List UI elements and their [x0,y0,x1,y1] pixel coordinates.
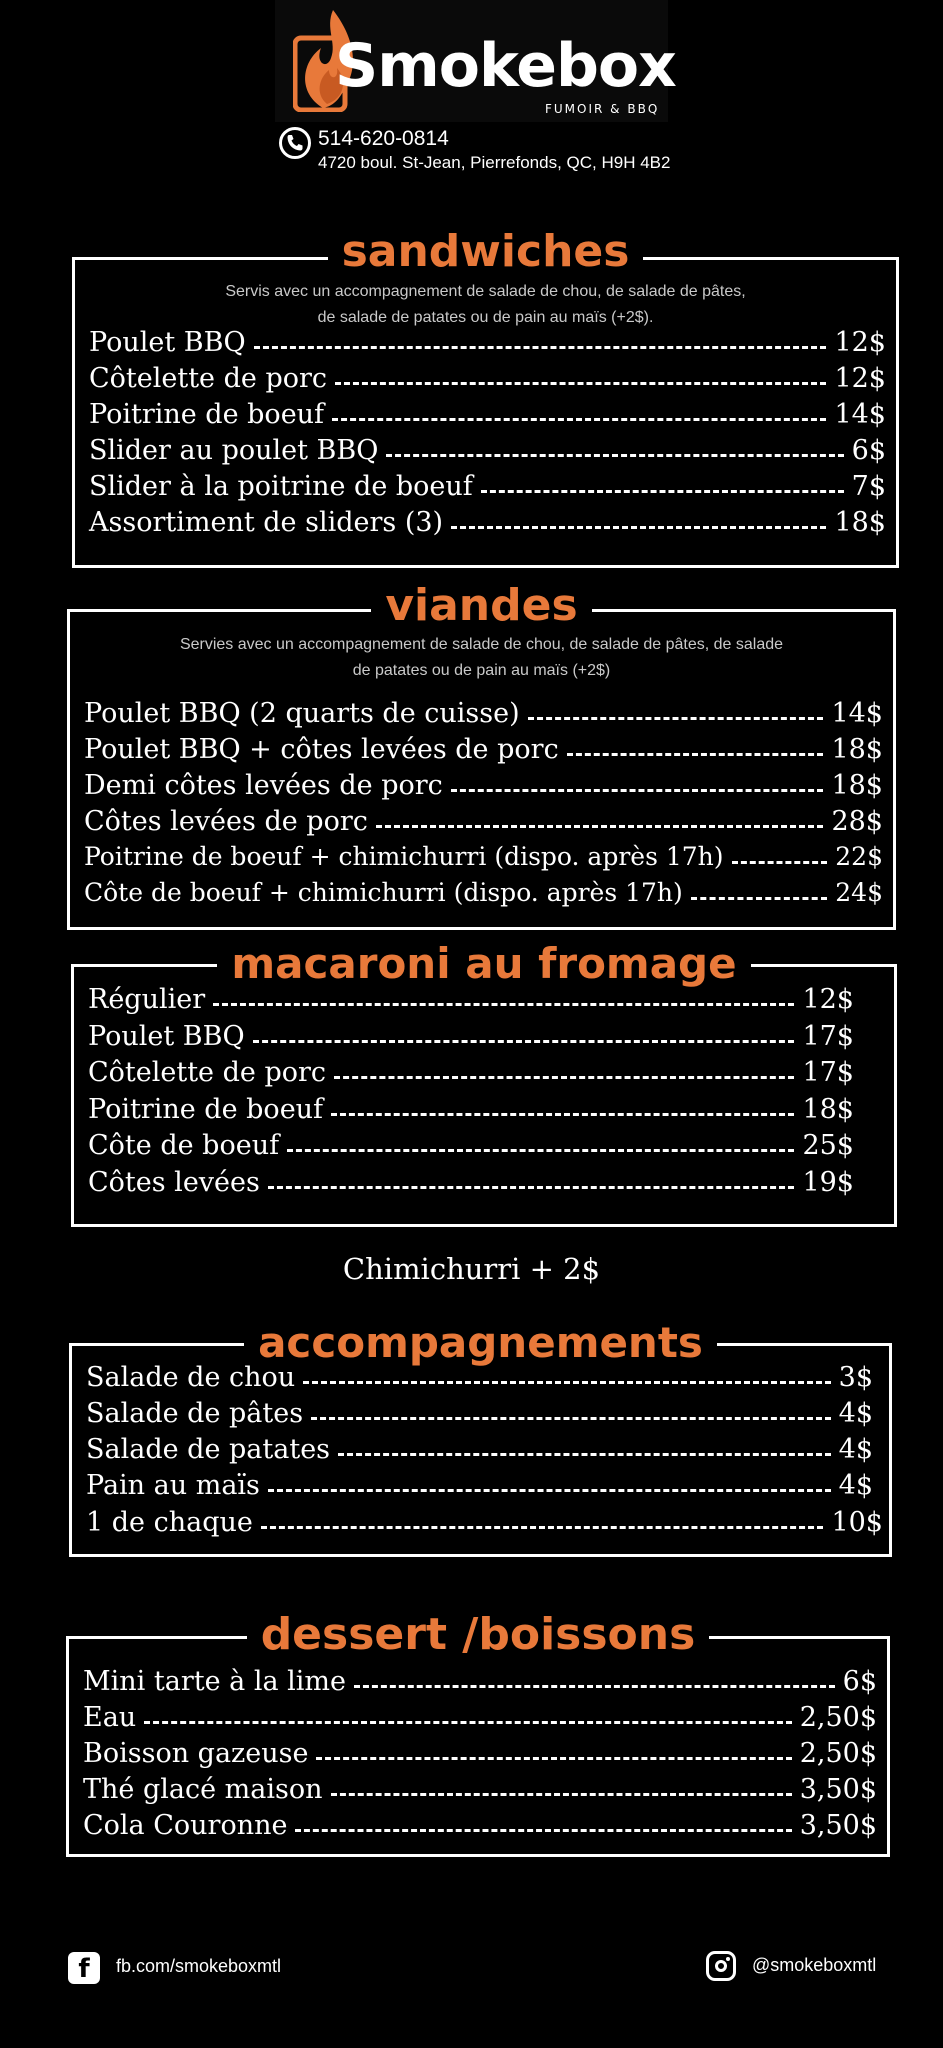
facebook-link[interactable]: fb.com/smokeboxmtl [116,1956,282,1976]
address: 4720 boul. St-Jean, Pierrefonds, QC, H9H 4B2 [318,153,671,172]
menu-item: Poitrine de boeuf 18$ [88,1094,854,1125]
menu-item: Côtelette de porc 12$ [89,363,886,394]
menu-item: Boisson gazeuse 2,50$ [83,1738,877,1769]
menu-item: Poulet BBQ 17$ [88,1021,854,1052]
menu-item: Régulier 12$ [88,984,854,1015]
menu-item: Poitrine de boeuf + chimichurri (dispo. après 17h) 22$ [84,842,883,871]
menu-item: Eau 2,50$ [83,1702,877,1733]
section-note: Servies avec un accompagnement de salade de chou, de salade de pâtes, de salade de patates ou de pain au maïs (+2$) [179,636,784,679]
menu-item: Slider au poulet BBQ 6$ [89,435,886,466]
menu-item: Pain au maïs 4$ [86,1470,873,1501]
menu-item: Salade de chou 3$ [86,1362,873,1393]
section-sandwiches [72,226,899,568]
instagram-link[interactable]: @smokeboxmtl [752,1955,877,1975]
section-title: viandes [70,584,893,628]
logo [275,0,676,122]
menu-item: Salade de pâtes 4$ [86,1398,873,1429]
logo-text: Smokebox [335,31,676,101]
menu-item: Poulet BBQ + côtes levées de porc 18$ [84,734,883,765]
menu-item: Cola Couronne 3,50$ [83,1810,877,1841]
menu-item: Côtes levées 19$ [88,1167,854,1198]
menu-item: 1 de chaque 10$ [86,1507,883,1538]
section-title: dessert /boissons [69,1613,887,1657]
menu-item: Slider à la poitrine de boeuf 7$ [89,471,886,502]
phone-icon [278,126,312,160]
menu-item: Poitrine de boeuf 14$ [89,399,886,430]
menu-item: Assortiment de sliders (3) 18$ [89,507,886,538]
menu-item: Salade de patates 4$ [86,1434,873,1465]
section-note: Servis avec un accompagnement de salade de chou, de salade de pâtes, de salade de patates ou de pain au maïs (+2$). [225,283,746,326]
menu-item: Côte de boeuf + chimichurri (dispo. après 17h) 24$ [84,878,883,907]
menu-item: Poulet BBQ 12$ [89,327,886,358]
logo-subtitle: FUMOIR & BBQ [545,102,660,116]
menu-item: Poulet BBQ (2 quarts de cuisse) 14$ [84,698,883,729]
chimichurri-note: Chimichurri + 2$ [342,1252,601,1286]
menu-item: Thé glacé maison 3,50$ [83,1774,877,1805]
instagram-icon[interactable] [706,1951,736,1981]
section-viandes [67,580,896,930]
menu-item: Mini tarte à la lime 6$ [83,1666,877,1697]
menu-item: Demi côtes levées de porc 18$ [84,770,883,801]
facebook-icon[interactable]: f [68,1952,100,1984]
section-title: macaroni au fromage [74,943,894,985]
section-desserts [66,1609,890,1857]
section-accompagnements [69,1318,892,1557]
phone-number[interactable]: 514-620-0814 [318,127,449,150]
section-title: accompagnements [72,1322,889,1364]
menu-item: Côtes levées de porc 28$ [84,806,883,837]
section-macaroni [71,939,897,1227]
section-title: sandwiches [75,230,896,274]
menu-item: Côte de boeuf 25$ [88,1130,854,1161]
menu-item: Côtelette de porc 17$ [88,1057,854,1088]
